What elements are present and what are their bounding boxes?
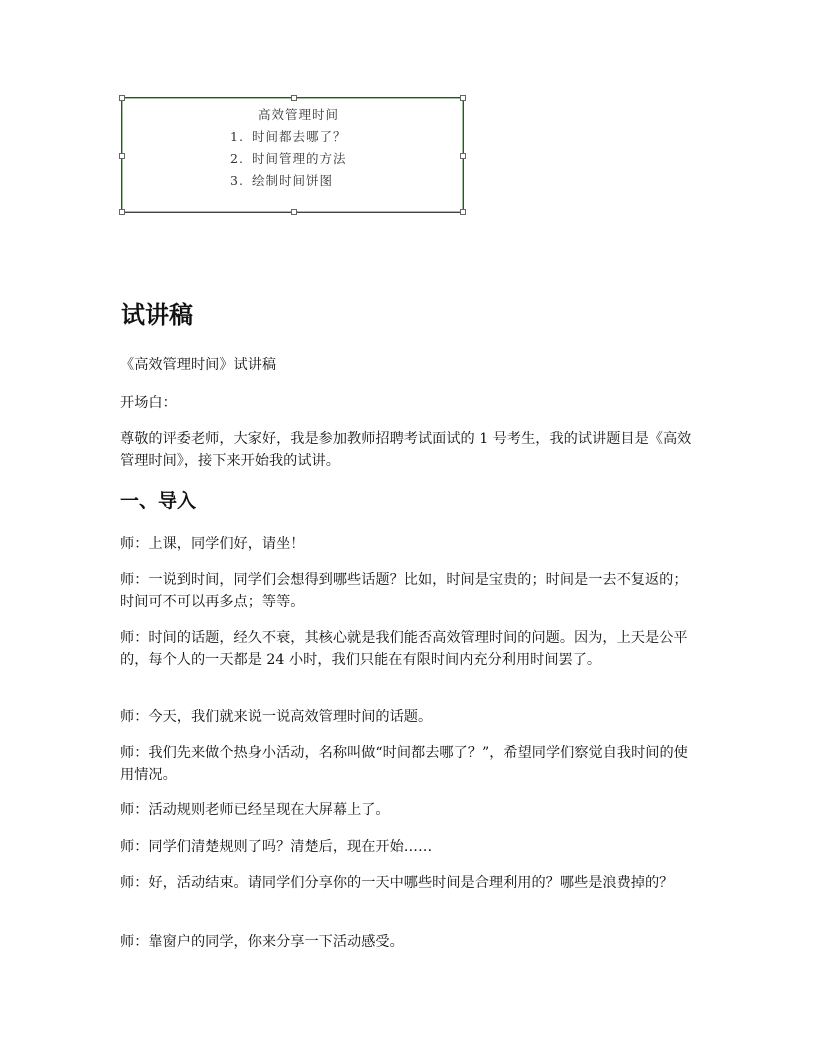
body-paragraph: 师：同学们清楚规则了吗？清楚后，现在开始…… <box>120 839 433 855</box>
outline-item <box>122 170 465 192</box>
outline-item <box>122 126 465 148</box>
page-heading: 试讲稿 <box>121 301 193 329</box>
body-paragraph: 师：活动规则老师已经呈现在大屏幕上了。 <box>120 802 390 818</box>
outline-item <box>122 148 465 170</box>
resize-handle-bottom-right[interactable] <box>460 209 466 215</box>
body-paragraph: 师：我们先来做个热身小活动，名称叫做“时间都去哪了？”，希望同学们察觉自我时间的使用情况。 <box>120 745 688 783</box>
body-paragraph: 师：好，活动结束。请同学们分享你的一天中哪些时间是合理利用的？哪些是浪费掉的？ <box>120 875 674 891</box>
outline-title: 高效管理时间 <box>257 107 339 122</box>
resize-handle-bottom[interactable] <box>291 209 297 215</box>
resize-handle-top-left[interactable] <box>119 95 125 101</box>
body-paragraph: 师：靠窗户的同学，你来分享一下活动感受。 <box>120 934 404 950</box>
outline-content <box>122 104 465 192</box>
outline-item-number: 3. <box>230 173 244 188</box>
outline-item-text: 时间管理的方法 <box>252 151 347 166</box>
opening-paragraph: 尊敬的评委老师，大家好，我是参加教师招聘考试面试的 1 号考生，我的试讲题目是《高效管理时间》，接下来开始我的试讲。 <box>120 431 692 469</box>
resize-handle-top-right[interactable] <box>460 95 466 101</box>
outline-item-number: 1. <box>230 129 244 144</box>
body-paragraph: 师：今天，我们就来说一说高效管理时间的话题。 <box>120 709 433 725</box>
outline-item-text: 绘制时间饼图 <box>252 173 334 188</box>
body-paragraph: 师：上课，同学们好，请坐！ <box>120 536 305 552</box>
resize-handle-top[interactable] <box>291 95 297 101</box>
outline-item-number: 2. <box>230 151 244 166</box>
resize-handle-bottom-left[interactable] <box>119 209 125 215</box>
outline-image-frame[interactable] <box>121 97 464 213</box>
outline-item-text: 时间都去哪了？ <box>252 129 347 144</box>
opening-label: 开场白： <box>120 395 177 411</box>
section-heading: 一、导入 <box>120 490 197 512</box>
subtitle-paragraph: 《高效管理时间》试讲稿 <box>120 357 277 373</box>
body-paragraph: 师：一说到时间，同学们会想得到哪些话题？比如，时间是宝贵的；时间是一去不复返的；时间可不可以再多点；等等。 <box>120 572 688 610</box>
body-paragraph: 师：时间的话题，经久不衰，其核心就是我们能否高效管理时间的问题。因为，上天是公平的，每个人的一天都是 24 小时，我们只能在有限时间内充分利用时间罢了。 <box>120 630 688 668</box>
